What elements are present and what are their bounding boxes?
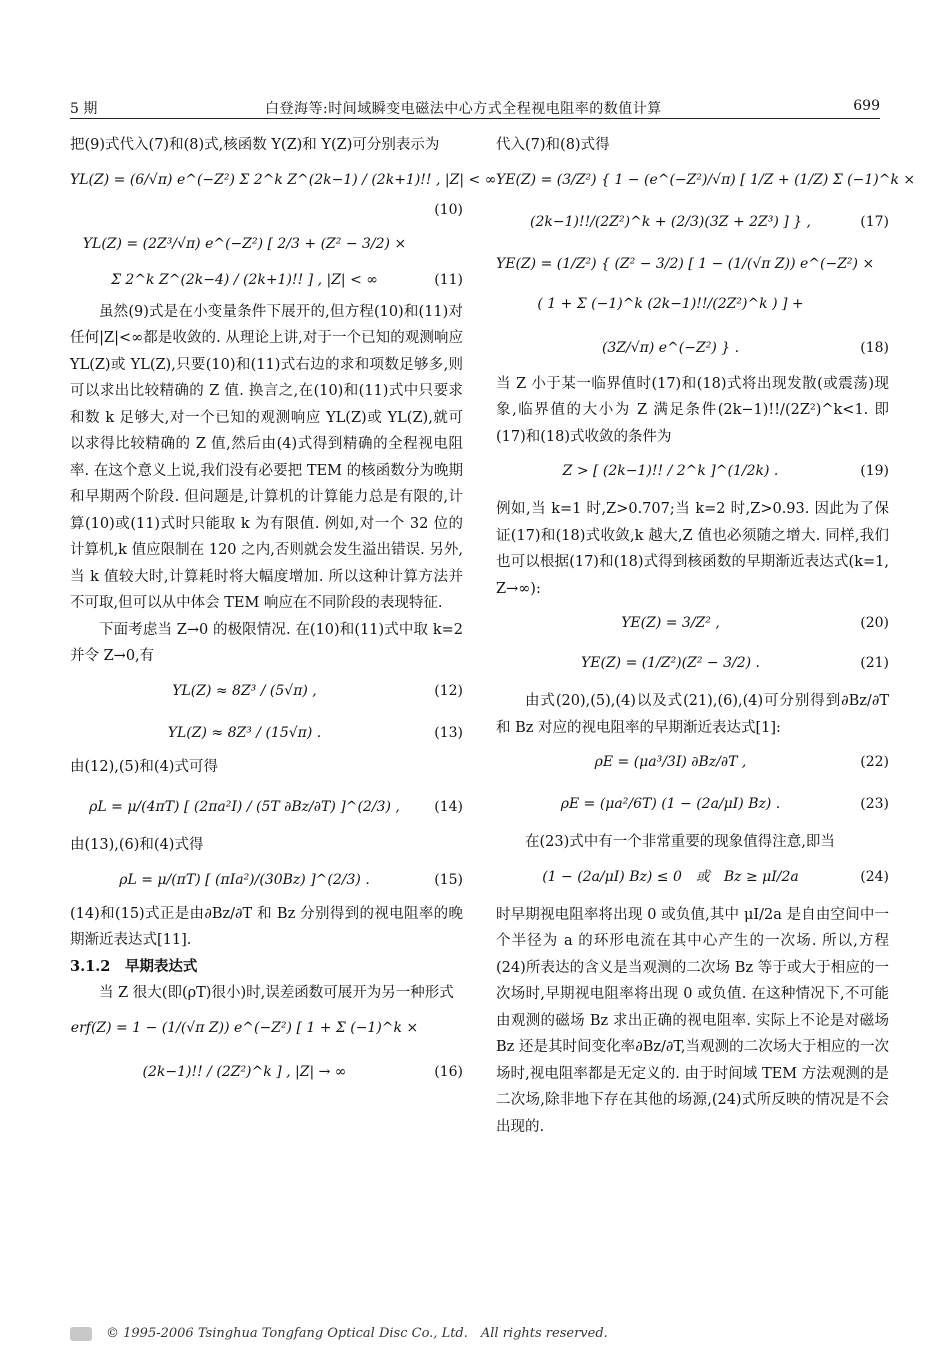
equation-24: (1 − (2a/μI) Bz) ≤ 0 或 Bz ≥ μI/2a (24) [496, 856, 889, 902]
paragraph: 由(12),(5)和(4)式可得 [70, 758, 218, 775]
equation-number: (12) [434, 682, 463, 699]
equation-number: (16) [434, 1063, 463, 1080]
equation-15: ρL = μ/(πT) [ (πIa²)/(30Bz) ]^(2/3) . (15) [70, 859, 463, 901]
paragraph: 时早期视电阻率将出现 0 或负值,其中 μI/2a 是自由空间中一个半径为 a 的环形电流在其中心产生的一次场. 所以,方程(24)所表达的含义是当观测的二次场 Bz 等于或大于相应的一次场时,早期视电阻率将出现 0 或负值. 在这种情况下,不可能由观测的磁场 Bz 求出正确的视电阻率. 实际上不论是对磁场 Bz 还是其时间变化率∂Bz/∂T,当观测的二次场大于相应的一次场时,视电阻率都是无定义的. 由于时间域 TEM 方法观测的是二次场,除非地下存在其他的场源,(24)式所反映的情况是不会出现的. [496, 906, 889, 1135]
erf-expansion-line1: erf(Z) = 1 − (1/(√π Z)) e^(−Z²) [ 1 + Σ (−1)^k × [70, 1019, 419, 1036]
equation-19: Z > [ (2k−1)!! / 2^k ]^(1/2k) . (19) [496, 450, 889, 496]
equation-20: YE(Z) = 3/Z² , (20) [496, 602, 889, 642]
equation-body: YL(Z) = (6/√π) e^(−Z²) Σ 2^k Z^(2k−1) / (2k+1)!! , |Z| < ∞ [70, 171, 497, 188]
equation-number: (17) [860, 213, 889, 230]
equation-number: (24) [860, 868, 889, 885]
equation-number: (23) [860, 796, 889, 812]
page-number: 699 [853, 98, 880, 114]
equation-number: (14) [434, 799, 463, 815]
equation-17-line1: YE(Z) = (3/Z²) { 1 − (e^(−Z²)/√π) [ 1/Z + (1/Z) Σ (−1)^k × [496, 171, 916, 188]
paragraph: 当 Z 很大(即(ρT)很小)时,误差函数可展开为另一种形式 [99, 985, 454, 1001]
equation-21: YE(Z) = (1/Z²)(Z² − 3/2) . (21) [496, 642, 889, 688]
copyright-text: © 1995-2006 Tsinghua Tongfang Optical Disc Co., Ltd. All rights reserved. [106, 1326, 608, 1341]
equation-number: (19) [860, 463, 889, 479]
running-title: 白登海等:时间域瞬变电磁法中心方式全程视电阻率的数值计算 [265, 101, 662, 117]
paragraph: 在(23)式中有一个非常重要的现象值得注意,即当 [525, 834, 835, 850]
copyright-footer [70, 1322, 880, 1341]
paragraph: 当 Z 小于某一临界值时(17)和(18)式将出现发散(或震荡)现象,临界值的大小为 Z 满足条件(2k−1)!!/(2Z²)^k<1. 即(17)和(18)式收敛的条件为 [496, 375, 889, 445]
paragraph: 下面考虑当 Z→0 的极限情况. 在(10)和(11)式中取 k=2 并令 Z→0,有 [70, 621, 463, 664]
section-heading: 3.1.2 早期表达式 [70, 957, 198, 975]
equation-number: (18) [860, 339, 889, 356]
paragraph: 把(9)式代入(7)和(8)式,核函数 Y(Z)和 Y(Z)可分别表示为 [70, 137, 440, 153]
equation-18-line2: ( 1 + Σ (−1)^k (2k−1)!!/(2Z²)^k ) ] + [537, 295, 804, 312]
equation-11-line2: Σ 2^k Z^(2k−4) / (2k+1)!! ] , |Z| < ∞ (11) [70, 259, 463, 299]
running-header [70, 98, 880, 119]
equation-13: YL(Z) ≈ 8Z³ / (15√π) . (13) [70, 712, 463, 754]
equation-18-line1: YE(Z) = (1/Z²) { (Z² − 3/2) [ 1 − (1/(√π Z)) e^(−Z²) × [496, 255, 875, 272]
paragraph: 虽然(9)式是在小变量条件下展开的,但方程(10)和(11)对任何|Z|<∞都是收敛的. 从理论上讲,对于一个已知的观测响应 YL(Z)或 YL(Z),只要(10)和(11)式右边的求和项数足够多,则可以求出比较精确的 Z 值. 换言之,在(10)和(11)式中只要求和数 k 足够大,对一个已知的观测响应 YL(Z)或 YL(Z),就可以求得比较精确的 Z 值,然后由(4)式得到精确的全程视电阻率. 在这个意义上说,我们没有必要把 TEM 的核函数分为晚期和早期两个阶段. 但问题是,计算机的计算能力总是有限的,计算(10)或(11)式时只能取 k 为有限值. 例如,对一个 32 位的计算机,k 值应限制在 120 之内,否则就会发生溢出错误. 另外,当 k 值较大时,计算耗时将大幅度增加. 所以这种计算方法并不可取,但可以从中体会 TEM 响应在不同阶段的表现特征. [70, 303, 463, 611]
left-column [70, 132, 497, 1091]
equation-number: (13) [434, 724, 463, 741]
issue-number: 5 期 [70, 101, 98, 117]
equation-22: ρE = (μa³/3I) ∂Bz/∂T , (22) [496, 741, 889, 783]
equation-17-line2: (2k−1)!!/(2Z²)^k + (2/3)(3Z + 2Z³) ] } , (17) [496, 201, 889, 243]
equation-11-line1: YL(Z) = (2Z³/√π) e^(−Z²) [ 2/3 + (Z² − 3/2) × [82, 235, 407, 252]
equation-14: ρL = μ/(4πT) [ (2πa²I) / (5T ∂Bz/∂T) ]^(2/3) , (14) [70, 780, 463, 832]
equation-number: (10) [434, 201, 463, 218]
paragraph: 由式(20),(5),(4)以及式(21),(6),(4)可分别得到∂Bz/∂T 和 Bz 对应的视电阻率的早期渐近表达式[1]: [496, 693, 889, 736]
equation-number: (20) [860, 615, 889, 631]
erf-expansion-line2: (2k−1)!! / (2Z²)^k ] , |Z| → ∞ (16) [70, 1051, 463, 1091]
equation-12: YL(Z) ≈ 8Z³ / (5√π) , (12) [70, 670, 463, 712]
equation-number: (11) [434, 271, 463, 288]
equation-10 [70, 159, 497, 197]
equation-number: (21) [860, 655, 889, 671]
paragraph: 例如,当 k=1 时,Z>0.707;当 k=2 时,Z>0.93. 因此为了保证(17)和(18)式收敛,k 越大,Z 值也必须随之增大. 同样,我们也可以根据(17)和(18)式得到核函数的早期渐近表达式(k=1, Z→∞): [496, 501, 889, 597]
equation-number: (22) [860, 754, 889, 770]
equation-23: ρE = (μa²/6T) (1 − (2a/μI) Bz) . (23) [496, 783, 889, 829]
equation-18-line3: (3Z/√π) e^(−Z²) } . (18) [496, 327, 889, 371]
paragraph: 代入(7)和(8)式得 [496, 137, 610, 153]
right-column [496, 132, 916, 1140]
publisher-logo-icon [70, 1327, 92, 1341]
paragraph: (14)和(15)式正是由∂Bz/∂T 和 Bz 分别得到的视电阻率的晚期渐近表达式[11]. [70, 905, 463, 948]
equation-number: (15) [434, 871, 463, 888]
paragraph: 由(13),(6)和(4)式得 [70, 837, 204, 853]
